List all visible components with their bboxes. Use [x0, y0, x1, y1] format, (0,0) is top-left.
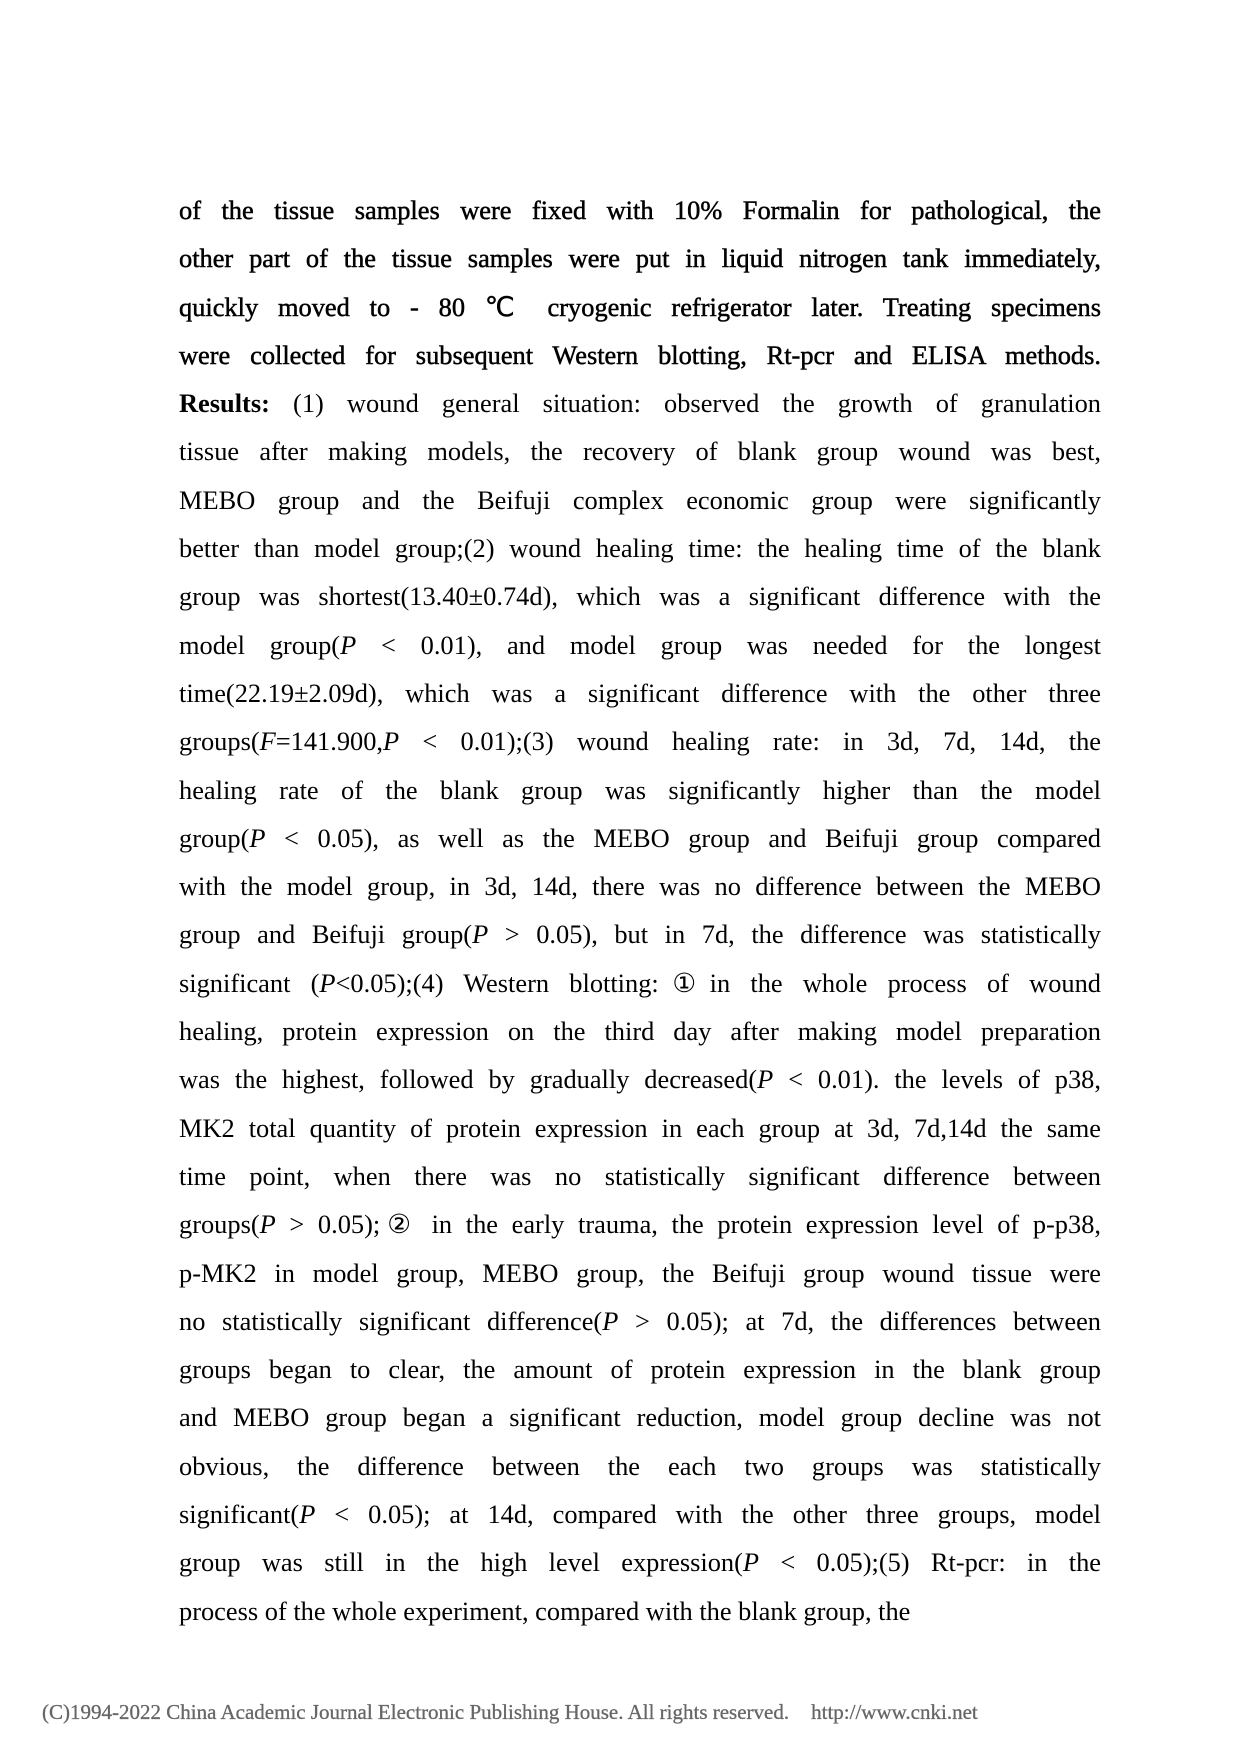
text-line: and MEBO group began a significant reduction, model group decline was not [179, 1402, 1101, 1433]
text-line: healing, protein expression on the third day after making model preparation [179, 1016, 1101, 1047]
text-line: MEBO group and the Beifuji complex economic group were significantly [179, 484, 1101, 515]
text-line: quickly moved to - 80 ℃ cryogenic refrigerator later. Treating specimens [179, 291, 1101, 322]
text-line [179, 379, 1101, 427]
copyright-notice: (C)1994-2022 China Academic Journal Electronic Publishing House. All rights reserved. [42, 1700, 790, 1724]
footer-url: http://www.cnki.net [811, 1700, 978, 1724]
text-line: model group(P < 0.01), and model group was needed for the longest [179, 629, 1101, 660]
text-line: were collected for subsequent Western blotting, Rt-pcr and ELISA methods. [179, 339, 1101, 370]
text-line: groups(P > 0.05);② in the early trauma, the protein expression level of p-p38, [179, 1209, 1101, 1240]
text-line: tissue after making models, the recovery of blank group wound was best, [179, 436, 1101, 467]
text-line: other part of the tissue samples were put in liquid nitrogen tank immediately, [179, 243, 1101, 274]
text-line: time point, when there was no statistically significant difference between [179, 1160, 1101, 1191]
text-line: group and Beifuji group(P > 0.05), but in 7d, the difference was statistically [179, 919, 1101, 950]
text-line: was the highest, followed by gradually decreased(P < 0.01). the levels of p38, [179, 1064, 1101, 1095]
text-line: significant(P < 0.05); at 14d, compared with the other three groups, model [179, 1499, 1101, 1530]
text-line: healing rate of the blank group was significantly higher than the model [179, 774, 1101, 805]
results-text: (1) wound general situation: observed the growth of granulation [269, 388, 1101, 419]
text-line: with the model group, in 3d, 14d, there was no difference between the MEBO [179, 871, 1101, 902]
text-line: no statistically significant difference(P > 0.05); at 7d, the differences between [179, 1305, 1101, 1336]
text-line: significant (P<0.05);(4) Western blotting:①in the whole process of wound [179, 967, 1101, 998]
text-line: time(22.19±2.09d), which was a significant difference with the other three [179, 677, 1101, 708]
text-line: p-MK2 in model group, MEBO group, the Beifuji group wound tissue were [179, 1257, 1101, 1288]
footer [42, 1700, 1042, 1725]
text-line: obvious, the difference between the each two groups was statistically [179, 1450, 1101, 1481]
page-body [179, 186, 1101, 1635]
text-line: groups began to clear, the amount of protein expression in the blank group [179, 1354, 1101, 1385]
text-line: better than model group;(2) wound healing time: the healing time of the blank [179, 533, 1101, 564]
text-line: group was shortest(13.40±0.74d), which was a significant difference with the [179, 581, 1101, 612]
text-line: group was still in the high level expression(P < 0.05);(5) Rt-pcr: in the [179, 1547, 1102, 1578]
text-line: process of the whole experiment, compared with the blank group, the [179, 1595, 911, 1626]
text-line: MK2 total quantity of protein expression in each group at 3d, 7d,14d the same [179, 1112, 1101, 1143]
methods-paragraph [179, 186, 1101, 379]
text-line: groups(F=141.900,P < 0.01);(3) wound healing rate: in 3d, 7d, 14d, the [179, 726, 1101, 757]
results-label: Results: [179, 388, 270, 419]
text-line: group(P < 0.05), as well as the MEBO group and Beifuji group compared [179, 822, 1101, 853]
text-line: of the tissue samples were fixed with 10% Formalin for pathological, the [179, 195, 1101, 225]
results-paragraph [179, 379, 1101, 1635]
